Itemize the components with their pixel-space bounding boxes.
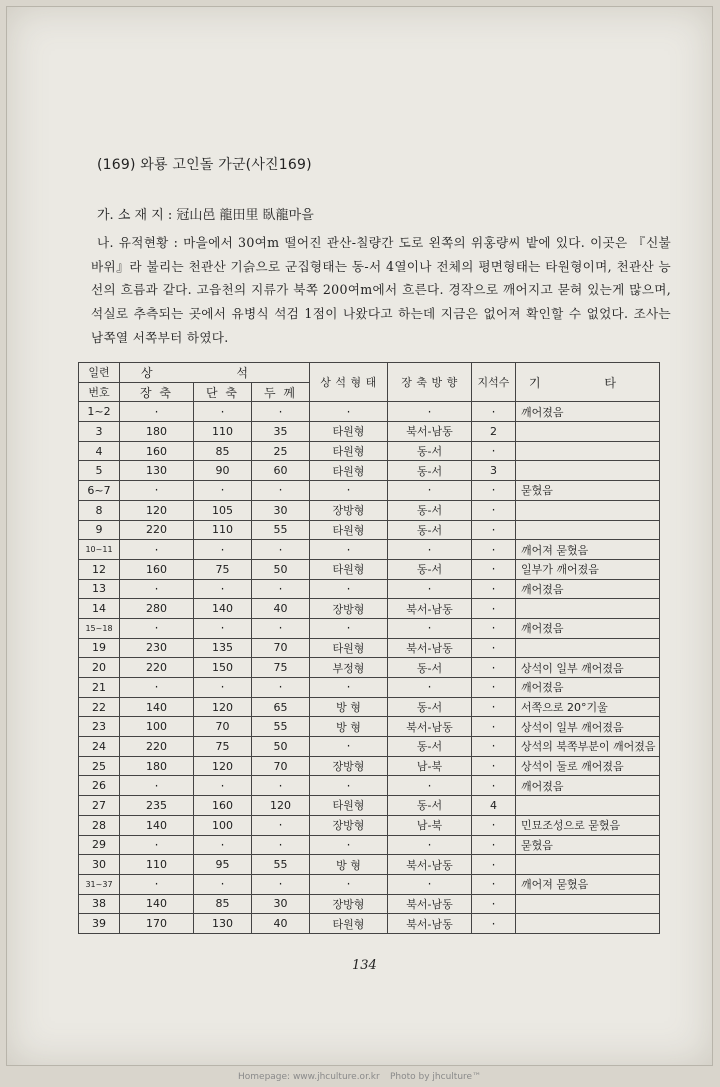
short-axis-cell: 70 [194, 717, 252, 737]
thickness-cell: 70 [252, 638, 310, 658]
thickness-cell: 50 [252, 737, 310, 757]
short-axis-cell: 75 [194, 559, 252, 579]
shape-cell: · [310, 678, 388, 698]
section-title: (169) 와룡 고인돌 가군(사진169) [97, 157, 312, 173]
shape-cell: 타원형 [310, 638, 388, 658]
serial-cell: 8 [79, 500, 120, 520]
direction-cell: · [388, 481, 472, 501]
thickness-cell: · [252, 540, 310, 560]
header-long-axis: 장 축 [120, 382, 194, 402]
thickness-cell: · [252, 402, 310, 422]
long-axis-cell: 235 [120, 796, 194, 816]
remarks-cell: 상석이 둘로 깨어졌음 [516, 756, 660, 776]
shape-cell: · [310, 737, 388, 757]
serial-cell: 14 [79, 599, 120, 619]
short-axis-cell: 85 [194, 894, 252, 914]
table-row [79, 697, 660, 717]
table-row [79, 737, 660, 757]
long-axis-cell: 170 [120, 914, 194, 934]
table-row [79, 500, 660, 520]
thickness-cell: 60 [252, 461, 310, 481]
support-cell: · [472, 756, 516, 776]
footer-photo-credit: Photo by jhculture™ [390, 1072, 482, 1082]
support-cell: · [472, 835, 516, 855]
serial-cell: 29 [79, 835, 120, 855]
shape-cell: 장방형 [310, 599, 388, 619]
table-row [79, 559, 660, 579]
serial-cell: 1~2 [79, 402, 120, 422]
short-axis-cell: 90 [194, 461, 252, 481]
short-axis-cell: · [194, 579, 252, 599]
serial-cell: 27 [79, 796, 120, 816]
table-row [79, 402, 660, 422]
shape-cell: 타원형 [310, 520, 388, 540]
remarks-cell: 깨어져 묻혔음 [516, 540, 660, 560]
short-axis-cell: 120 [194, 697, 252, 717]
serial-cell: 25 [79, 756, 120, 776]
thickness-cell: 25 [252, 441, 310, 461]
thickness-cell: · [252, 481, 310, 501]
table-row [79, 855, 660, 875]
long-axis-cell: · [120, 618, 194, 638]
table-row [79, 717, 660, 737]
direction-cell: 동-서 [388, 520, 472, 540]
long-axis-cell: 100 [120, 717, 194, 737]
short-axis-cell: 140 [194, 599, 252, 619]
support-cell: 4 [472, 796, 516, 816]
direction-cell: · [388, 618, 472, 638]
serial-cell: 22 [79, 697, 120, 717]
shape-cell: · [310, 835, 388, 855]
long-axis-cell: 130 [120, 461, 194, 481]
support-cell: · [472, 914, 516, 934]
short-axis-cell: · [194, 678, 252, 698]
direction-cell: 북서-남동 [388, 894, 472, 914]
long-axis-cell: · [120, 678, 194, 698]
table-row [79, 894, 660, 914]
serial-cell: 6~7 [79, 481, 120, 501]
direction-cell: · [388, 776, 472, 796]
direction-cell: · [388, 540, 472, 560]
site-description-text: 나. 유적현황 : 마을에서 30여m 떨어진 관산-칠량간 도로 왼쪽의 위홍량씨 밭에 있다. 이곳은 『신불바위』라 불리는 천관산 기슭으로 군집형태는 동-서 4열이나 전체의 평면형태는 타원형이며, 천관산 능선의 흐름과 같다. 고읍천의 지류가 북쪽 200여m에서 흐른다. 경작으로 깨어지고 묻혀 있는게 많으며, 석실로 추측되는 곳에서 유병식 석검 1점이 나왔다고 하는데 지금은 없어져 확인할 수 없었다. 조사는 남쪽열 서쪽부터 하였다. [91, 235, 671, 345]
table-row [79, 481, 660, 501]
direction-cell: 동-서 [388, 737, 472, 757]
remarks-cell: 일부가 깨어졌음 [516, 559, 660, 579]
shape-cell: · [310, 402, 388, 422]
short-axis-cell: 135 [194, 638, 252, 658]
support-cell: · [472, 697, 516, 717]
header-serial-top: 일련 [79, 363, 120, 383]
remarks-cell: 묻혔음 [516, 481, 660, 501]
direction-cell: 동-서 [388, 461, 472, 481]
serial-cell: 28 [79, 815, 120, 835]
long-axis-cell: 120 [120, 500, 194, 520]
remarks-cell [516, 796, 660, 816]
serial-cell: 21 [79, 678, 120, 698]
remarks-cell [516, 914, 660, 934]
remarks-cell: 깨어졌음 [516, 618, 660, 638]
support-cell: · [472, 559, 516, 579]
long-axis-cell: · [120, 776, 194, 796]
support-cell: · [472, 579, 516, 599]
direction-cell: 북서-남동 [388, 422, 472, 442]
shape-cell: 방 형 [310, 717, 388, 737]
long-axis-cell: 220 [120, 737, 194, 757]
short-axis-cell: · [194, 776, 252, 796]
short-axis-cell: · [194, 402, 252, 422]
serial-cell: 12 [79, 559, 120, 579]
thickness-cell: 50 [252, 559, 310, 579]
shape-cell: · [310, 618, 388, 638]
long-axis-cell: · [120, 579, 194, 599]
thickness-cell: · [252, 815, 310, 835]
direction-cell: 북서-남동 [388, 855, 472, 875]
table-row [79, 599, 660, 619]
support-cell: · [472, 618, 516, 638]
table-row [79, 638, 660, 658]
direction-cell: 동-서 [388, 559, 472, 579]
direction-cell: 동-서 [388, 796, 472, 816]
long-axis-cell: · [120, 835, 194, 855]
direction-cell: 남-북 [388, 815, 472, 835]
serial-cell: 26 [79, 776, 120, 796]
thickness-cell: · [252, 678, 310, 698]
serial-cell: 19 [79, 638, 120, 658]
thickness-cell: · [252, 835, 310, 855]
serial-cell: 20 [79, 658, 120, 678]
table-row [79, 461, 660, 481]
short-axis-cell: 160 [194, 796, 252, 816]
long-axis-cell: 180 [120, 422, 194, 442]
remarks-cell: 상석의 북쪽부분이 깨어졌음 [516, 737, 660, 757]
long-axis-cell: 220 [120, 520, 194, 540]
thickness-cell: 55 [252, 520, 310, 540]
shape-cell: · [310, 481, 388, 501]
footer [0, 1068, 720, 1087]
long-axis-cell: 230 [120, 638, 194, 658]
table-row [79, 422, 660, 442]
shape-cell: 타원형 [310, 914, 388, 934]
remarks-cell: 깨어졌음 [516, 402, 660, 422]
direction-cell: 남-북 [388, 756, 472, 776]
direction-cell: 동-서 [388, 500, 472, 520]
direction-cell: · [388, 579, 472, 599]
dolmen-table [78, 362, 660, 934]
support-cell: · [472, 815, 516, 835]
location-line: 가. 소 재 지 : 冠山邑 龍田里 臥龍마을 [97, 208, 314, 223]
long-axis-cell: 160 [120, 559, 194, 579]
thickness-cell: · [252, 579, 310, 599]
serial-cell: 4 [79, 441, 120, 461]
serial-cell: 13 [79, 579, 120, 599]
shape-cell: · [310, 776, 388, 796]
thickness-cell: 35 [252, 422, 310, 442]
short-axis-cell: · [194, 540, 252, 560]
table-row [79, 874, 660, 894]
direction-cell: 동-서 [388, 697, 472, 717]
support-cell: · [472, 678, 516, 698]
shape-cell: 장방형 [310, 500, 388, 520]
long-axis-cell: 110 [120, 855, 194, 875]
short-axis-cell: · [194, 481, 252, 501]
shape-cell: 타원형 [310, 796, 388, 816]
short-axis-cell: 95 [194, 855, 252, 875]
long-axis-cell: 140 [120, 815, 194, 835]
direction-cell: 북서-남동 [388, 717, 472, 737]
serial-cell: 3 [79, 422, 120, 442]
site-description [91, 231, 671, 350]
support-cell: · [472, 717, 516, 737]
serial-cell: 9 [79, 520, 120, 540]
table-row [79, 579, 660, 599]
remarks-cell: 깨어졌음 [516, 776, 660, 796]
thickness-cell: 65 [252, 697, 310, 717]
direction-cell: 북서-남동 [388, 638, 472, 658]
support-cell: · [472, 599, 516, 619]
long-axis-cell: 140 [120, 697, 194, 717]
table-row [79, 441, 660, 461]
serial-cell: 5 [79, 461, 120, 481]
table-row [79, 796, 660, 816]
direction-cell: 동-서 [388, 658, 472, 678]
table-row [79, 520, 660, 540]
remarks-cell [516, 894, 660, 914]
header-thickness: 두 께 [252, 382, 310, 402]
support-cell: · [472, 776, 516, 796]
shape-cell: 타원형 [310, 461, 388, 481]
short-axis-cell: 85 [194, 441, 252, 461]
footer-homepage: Homepage: www.jhculture.or.kr [238, 1072, 380, 1082]
serial-cell: 24 [79, 737, 120, 757]
remarks-cell [516, 441, 660, 461]
support-cell: · [472, 874, 516, 894]
remarks-cell [516, 599, 660, 619]
long-axis-cell: · [120, 874, 194, 894]
shape-cell: · [310, 579, 388, 599]
thickness-cell: 55 [252, 717, 310, 737]
remarks-cell [516, 500, 660, 520]
long-axis-cell: · [120, 481, 194, 501]
serial-cell: 15~18 [79, 618, 120, 638]
direction-cell: 동-서 [388, 441, 472, 461]
remarks-cell: 깨어졌음 [516, 678, 660, 698]
support-cell: · [472, 894, 516, 914]
thickness-cell: 30 [252, 894, 310, 914]
table-row [79, 756, 660, 776]
direction-cell: · [388, 835, 472, 855]
shape-cell: · [310, 874, 388, 894]
long-axis-cell: 180 [120, 756, 194, 776]
remarks-cell: 깨어져 묻혔음 [516, 874, 660, 894]
shape-cell: 장방형 [310, 894, 388, 914]
direction-cell: · [388, 402, 472, 422]
remarks-cell: 묻혔음 [516, 835, 660, 855]
thickness-cell: 40 [252, 914, 310, 934]
table-row [79, 678, 660, 698]
header-shape: 상 석 형 태 [310, 363, 388, 402]
short-axis-cell: 150 [194, 658, 252, 678]
support-cell: · [472, 481, 516, 501]
page-number: 134 [352, 958, 377, 973]
table-row [79, 815, 660, 835]
header-axis-direction: 장 축 방 향 [388, 363, 472, 402]
shape-cell: 장방형 [310, 815, 388, 835]
support-cell: · [472, 441, 516, 461]
header-remarks: 기 타 [516, 363, 660, 402]
thickness-cell: 40 [252, 599, 310, 619]
direction-cell: · [388, 678, 472, 698]
header-capstone: 상 석 [120, 363, 310, 383]
shape-cell: 부정형 [310, 658, 388, 678]
serial-cell: 23 [79, 717, 120, 737]
shape-cell: 타원형 [310, 559, 388, 579]
short-axis-cell: 100 [194, 815, 252, 835]
remarks-cell: 민묘조성으로 묻혔음 [516, 815, 660, 835]
long-axis-cell: · [120, 540, 194, 560]
support-cell: · [472, 855, 516, 875]
short-axis-cell: 105 [194, 500, 252, 520]
thickness-cell: 55 [252, 855, 310, 875]
thickness-cell: 120 [252, 796, 310, 816]
thickness-cell: 70 [252, 756, 310, 776]
remarks-cell [516, 638, 660, 658]
shape-cell: 타원형 [310, 441, 388, 461]
remarks-cell: 깨어졌음 [516, 579, 660, 599]
table-row [79, 618, 660, 638]
thickness-cell: 30 [252, 500, 310, 520]
thickness-cell: · [252, 874, 310, 894]
table-row [79, 776, 660, 796]
shape-cell: 장방형 [310, 756, 388, 776]
shape-cell: 타원형 [310, 422, 388, 442]
serial-cell: 30 [79, 855, 120, 875]
direction-cell: 북서-남동 [388, 599, 472, 619]
header-serial-bottom: 번호 [79, 382, 120, 402]
remarks-cell: 상석이 일부 깨어졌음 [516, 658, 660, 678]
direction-cell: · [388, 874, 472, 894]
remarks-cell [516, 422, 660, 442]
table-row [79, 540, 660, 560]
thickness-cell: · [252, 776, 310, 796]
thickness-cell: · [252, 618, 310, 638]
table-row [79, 835, 660, 855]
shape-cell: · [310, 540, 388, 560]
serial-cell: 39 [79, 914, 120, 934]
short-axis-cell: 75 [194, 737, 252, 757]
short-axis-cell: 110 [194, 520, 252, 540]
support-cell: · [472, 638, 516, 658]
short-axis-cell: · [194, 835, 252, 855]
support-cell: 3 [472, 461, 516, 481]
remarks-cell: 서쪽으로 20°기울 [516, 697, 660, 717]
header-support-stones: 지석수 [472, 363, 516, 402]
short-axis-cell: · [194, 618, 252, 638]
shape-cell: 방 형 [310, 855, 388, 875]
support-cell: · [472, 520, 516, 540]
serial-cell: 38 [79, 894, 120, 914]
short-axis-cell: 120 [194, 756, 252, 776]
short-axis-cell: · [194, 874, 252, 894]
remarks-cell [516, 461, 660, 481]
long-axis-cell: 140 [120, 894, 194, 914]
serial-cell: 31~37 [79, 874, 120, 894]
table-row [79, 914, 660, 934]
short-axis-cell: 110 [194, 422, 252, 442]
direction-cell: 북서-남동 [388, 914, 472, 934]
thickness-cell: 75 [252, 658, 310, 678]
remarks-cell [516, 855, 660, 875]
table-row [79, 658, 660, 678]
serial-cell: 10~11 [79, 540, 120, 560]
support-cell: · [472, 402, 516, 422]
remarks-cell: 상석이 일부 깨어졌음 [516, 717, 660, 737]
support-cell: · [472, 737, 516, 757]
support-cell: · [472, 540, 516, 560]
support-cell: · [472, 500, 516, 520]
long-axis-cell: 160 [120, 441, 194, 461]
long-axis-cell: · [120, 402, 194, 422]
shape-cell: 방 형 [310, 697, 388, 717]
long-axis-cell: 280 [120, 599, 194, 619]
support-cell: 2 [472, 422, 516, 442]
support-cell: · [472, 658, 516, 678]
remarks-cell [516, 520, 660, 540]
header-short-axis: 단 축 [194, 382, 252, 402]
long-axis-cell: 220 [120, 658, 194, 678]
short-axis-cell: 130 [194, 914, 252, 934]
